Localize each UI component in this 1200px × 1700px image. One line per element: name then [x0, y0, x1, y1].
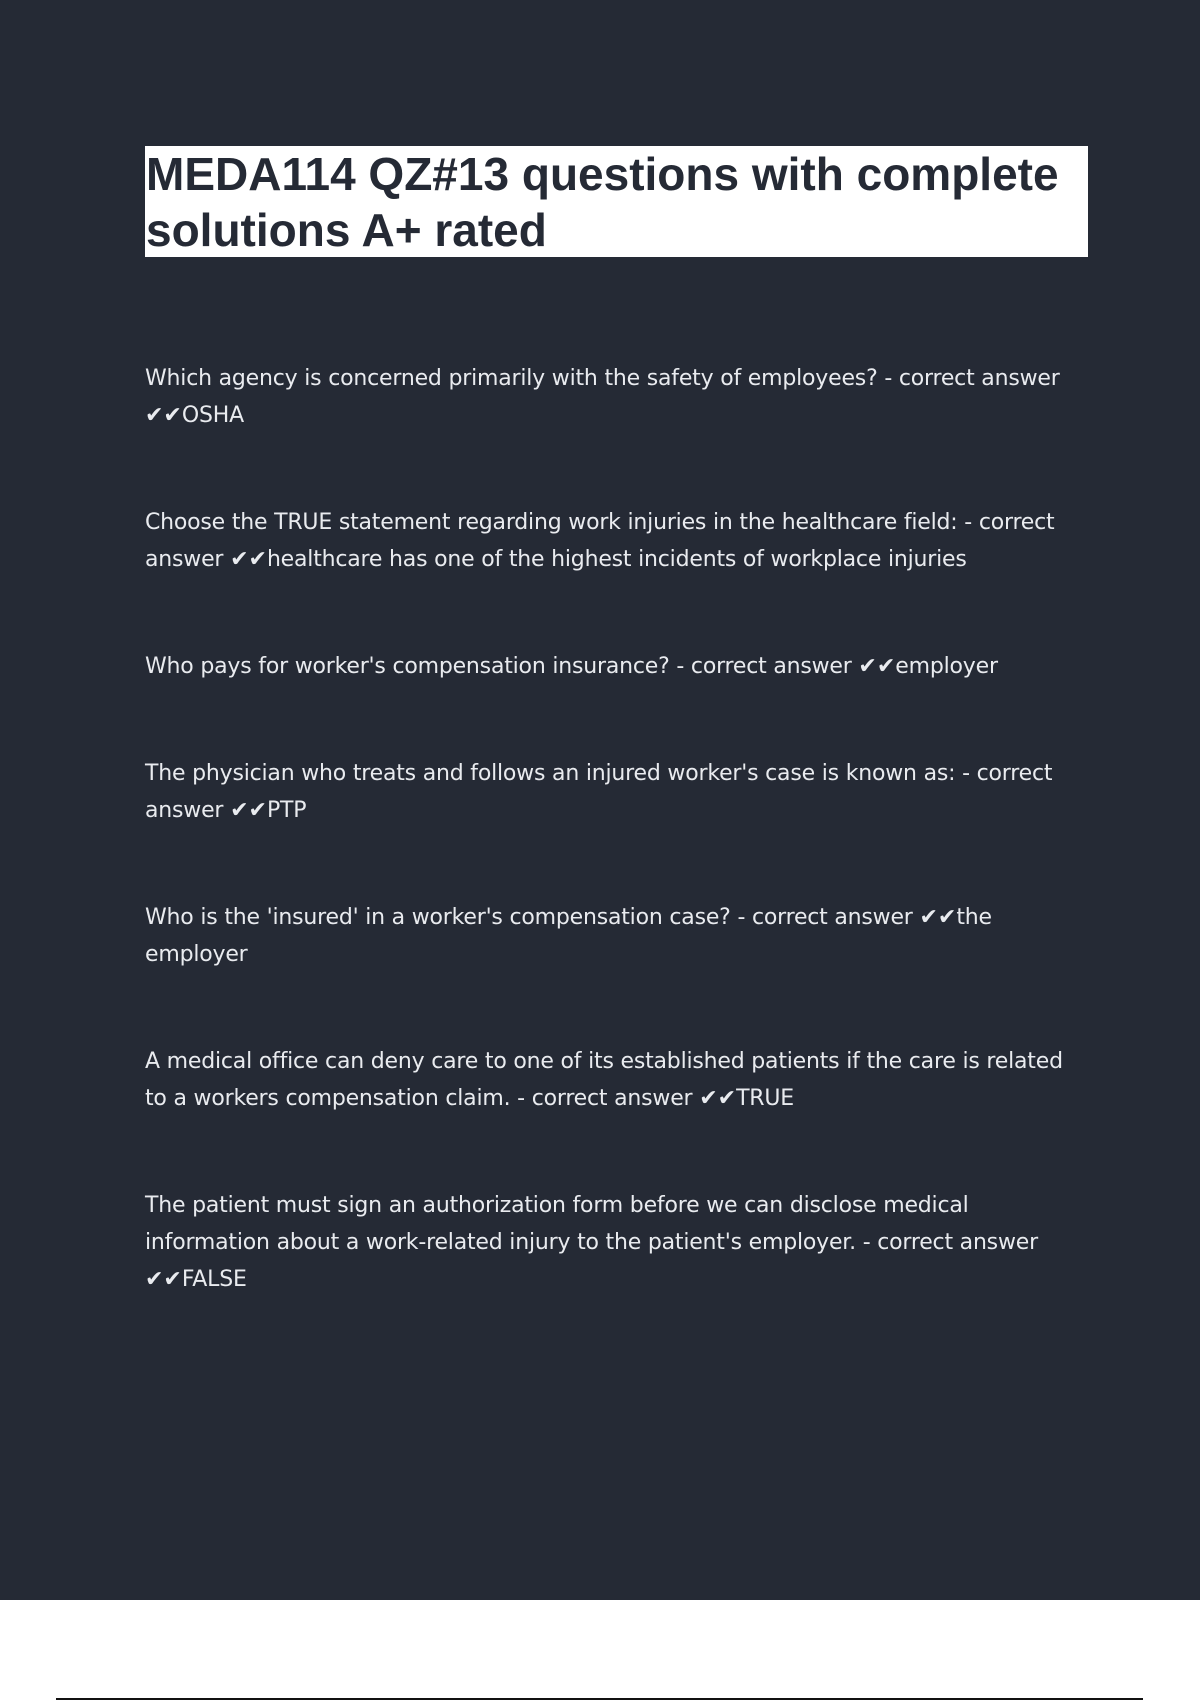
answer-text: OSHA [181, 403, 244, 428]
question-text: The physician who treats and follows an injured worker's case is known as: - correct answer [145, 761, 1053, 823]
qa-item-2 [145, 504, 1075, 578]
answer-text: FALSE [181, 1267, 247, 1292]
answer-text: PTP [266, 798, 307, 823]
document-title: MEDA114 QZ#13 questions with complete solutions A+ rated [146, 148, 1059, 256]
qa-item-5 [145, 899, 1075, 973]
qa-item-6 [145, 1043, 1075, 1117]
question-text: A medical office can deny care to one of its established patients if the care is related to a workers compensation claim. - correct answer [145, 1049, 1063, 1111]
qa-item-4 [145, 755, 1075, 829]
question-text: The patient must sign an authorization form before we can disclose medical information about a work-related injury to the patient's employer. - correct answer [145, 1193, 1038, 1255]
question-text: Which agency is concerned primarily with the safety of employees? - correct answer [145, 366, 1060, 391]
answer-text: healthcare has one of the highest incidents of workplace injuries [266, 547, 967, 572]
question-text: Who pays for worker's compensation insurance? - correct answer [145, 654, 852, 679]
check-icon: ✔✔ [145, 403, 182, 428]
title-box [145, 146, 1088, 257]
check-icon: ✔✔ [699, 1086, 737, 1111]
check-icon: ✔✔ [230, 798, 267, 823]
check-icon: ✔✔ [145, 1267, 182, 1292]
qa-item-3 [145, 648, 1075, 685]
question-text: Choose the TRUE statement regarding work injuries in the healthcare field: - correct answer [145, 510, 1055, 572]
qa-item-1 [145, 360, 1075, 434]
check-icon: ✔✔ [919, 905, 957, 930]
answer-text: TRUE [736, 1086, 794, 1111]
answer-text: the employer [145, 905, 992, 967]
check-icon: ✔✔ [858, 654, 896, 679]
answer-text: employer [895, 654, 998, 679]
qa-item-7 [145, 1187, 1075, 1298]
check-icon: ✔✔ [230, 547, 267, 572]
question-text: Who is the 'insured' in a worker's compensation case? - correct answer [145, 905, 913, 930]
qa-list [145, 360, 1075, 1298]
